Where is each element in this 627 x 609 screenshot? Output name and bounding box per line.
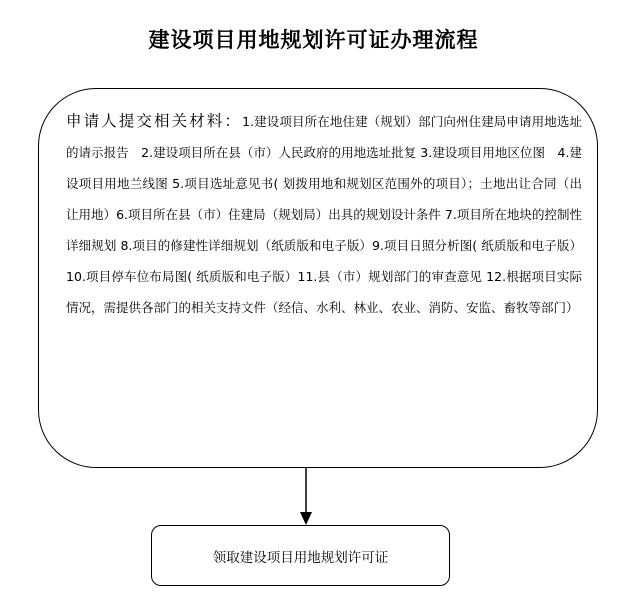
- materials-lead-label: 申请人提交相关材料：: [66, 112, 243, 130]
- diagram-title: 建设项目用地规划许可证办理流程: [148, 28, 479, 52]
- result-node-label: 领取建设项目用地规划许可证: [212, 549, 389, 566]
- materials-node-text: [66, 106, 582, 323]
- materials-list-text: 1.建设项目所在地住建（规划）部门向州住建局申请用地选址的请示报告 2.建设项目所在县（市）人民政府的用地选址批复 3.建设项目用地区位图 4.建设项目用地兰线图 5.项目选址意见书( 划拨用地和规划区范围外的项目）；土地出让合同（出让用地）6.项目所在县（市）住建局（规划局）出具的规划设计条件 7.项目所在地块的控制性详细规划 8.项目的修建性详细规划（纸质版和电子版）9.项目日照分析图( 纸质版和电子版）10.项目停车位布局图( 纸质版和电子版）11.县（市）规划部门的审查意见 12.根据项目实际情况，需提供各部门的相关支持文件（经信、水利、林业、农业、消防、安监、畜牧等部门）: [66, 114, 582, 315]
- flow-arrow-head: [300, 512, 312, 525]
- result-node: [151, 525, 450, 586]
- flow-arrow: [296, 468, 316, 528]
